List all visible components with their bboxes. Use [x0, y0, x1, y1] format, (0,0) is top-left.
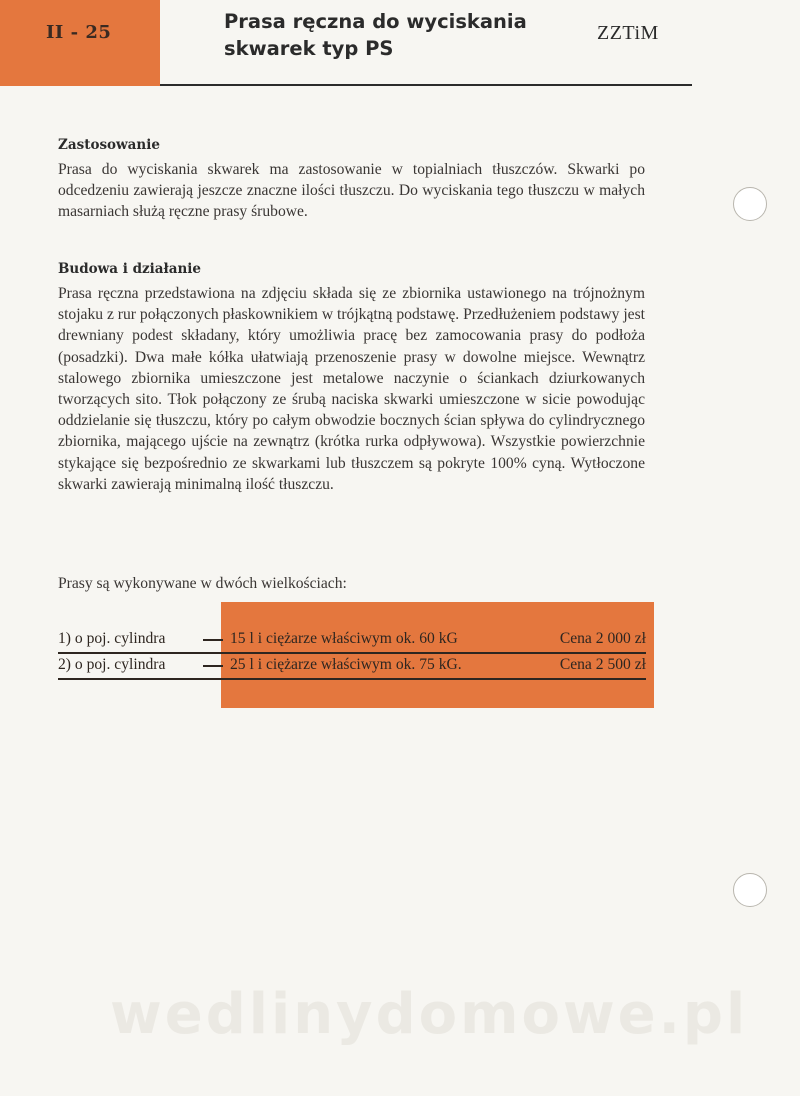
variant-row-1	[58, 626, 646, 650]
punch-hole-top	[733, 187, 767, 221]
variant-spec: 15 l i ciężarze właściwym ok. 60 kG	[230, 630, 458, 647]
variant-label: 1) o poj. cylindra	[58, 630, 166, 647]
document-title	[224, 8, 564, 62]
header-rule	[160, 84, 692, 86]
variant-row-rule	[58, 678, 646, 680]
section-heading-budowa: Budowa i działanie	[58, 261, 202, 277]
variant-spec: 25 l i ciężarze właściwym ok. 75 kG.	[230, 656, 462, 673]
title-line-2: skwarek typ PS	[224, 37, 394, 60]
document-code-tab	[0, 0, 160, 86]
section-heading-zastosowanie: Zastosowanie	[58, 137, 160, 153]
variant-price: Cena 2 500 zł	[559, 656, 646, 673]
brand-mark: ZZTiM	[597, 22, 659, 44]
watermark: wedlinydomowe.pl	[110, 982, 749, 1047]
title-line-1: Prasa ręczna do wyciskania	[224, 10, 527, 33]
section-body-budowa: Prasa ręczna przedstawiona na zdjęciu składa się ze zbiornika ustawionego na trójnożnym stojaku z rur połączonych płaskownikiem w trójkątną podstawę. Przedłużeniem podstawy jest drewniany podest składany, który umożliwia pracę bez zamocowania prasy do podłoża (posadzki). Dwa małe kółka ułatwiają przenoszenie prasy w dowolne miejsce. Wewnątrz stalowego zbiornika umieszczone jest metalowe naczynie o ściankach dziurkowanych tworzących sito. Tłok połączony ze śrubą naciska skwarki umieszczone w sicie powodując oddzielanie się tłuszczu, który po całym obwodzie bocznych ścian spływa do cylindrycznego zbiornika, mającego ujście na zewnątrz (krótka rurka odpływowa). Wszystkie powierzchnie stykające się bezpośrednio ze skwarkami lub tłuszczem są pokryte 100% cyną. Wytłoczone skwarki zawierają minimalną ilość tłuszczu.	[58, 285, 645, 493]
section-body-zastosowanie: Prasa do wyciskania skwarek ma zastosowanie w topialniach tłuszczów. Skwarki po odcedzeniu zawierają jeszcze znaczne ilości tłuszczu. Do wyciskania tego tłuszczu w małych masarniach służą ręczne prasy śrubowe.	[58, 161, 645, 221]
document-code: II - 25	[46, 22, 112, 43]
variant-row-2	[58, 652, 646, 676]
variant-dash	[203, 665, 223, 667]
variant-dash	[203, 639, 223, 641]
sizes-intro: Prasy są wykonywane w dwóch wielkościach:	[58, 575, 347, 592]
punch-hole-bottom	[733, 873, 767, 907]
variant-price: Cena 2 000 zł	[559, 630, 646, 647]
variant-label: 2) o poj. cylindra	[58, 656, 166, 673]
